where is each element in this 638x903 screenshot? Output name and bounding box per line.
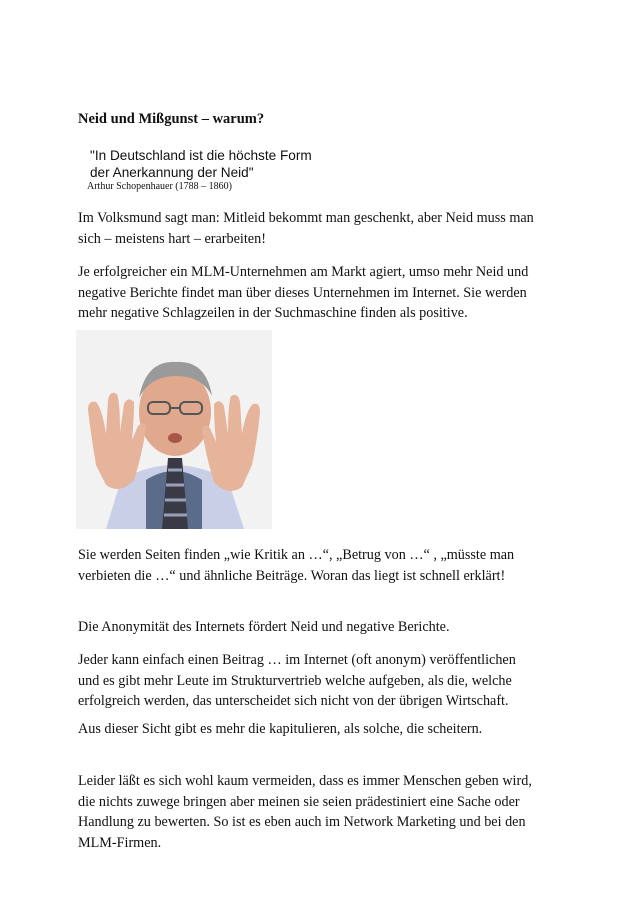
text-line: Jeder kann einfach einen Beitrag … im Internet (oft anonym) veröffentlichen — [78, 652, 516, 668]
man-raising-hands-photo — [76, 330, 272, 529]
quote-block — [90, 147, 312, 181]
quote-line: der Anerkannung der Neid" — [90, 165, 254, 180]
paragraph-7 — [78, 771, 568, 853]
text-line: und es gibt mehr Leute im Strukturvertrieb welche aufgeben, als die, welche — [78, 672, 512, 689]
paragraph-6 — [78, 719, 568, 740]
paragraph-1 — [78, 208, 568, 249]
text-line: Die Anonymität des Internets fördert Neid und negative Berichte. — [78, 619, 450, 635]
paragraph-5 — [78, 650, 568, 712]
text-line: erfolgreich werden, das unterscheidet sich nicht von der übrigen Wirtschaft. — [78, 693, 509, 709]
quote-line: "In Deutschland ist die höchste Form — [90, 148, 312, 163]
text-line: Handlung zu bewerten. So ist es eben auch im Network Marketing und bei den — [78, 814, 526, 830]
text-line: verbieten die …“ und ähnliche Beiträge. Woran das liegt ist schnell erklärt! — [78, 567, 506, 584]
man-raising-hands-icon — [76, 330, 272, 529]
text-line: Je erfolgreicher ein MLM-Unternehmen am Markt agiert, umso mehr Neid und — [78, 264, 529, 280]
paragraph-2 — [78, 262, 568, 324]
paragraph-3 — [78, 545, 568, 586]
quote-attribution: Arthur Schopenhauer (1788 – 1860) — [87, 181, 232, 192]
text-line: mehr negative Schlagzeilen in der Suchmaschine finden als positive. — [78, 305, 468, 321]
text-line: negative Berichte findet man über dieses Unternehmen im Internet. Sie werden — [78, 284, 527, 301]
page-title: Neid und Mißgunst – warum? — [78, 111, 265, 127]
text-line: sich – meistens hart – erarbeiten! — [78, 230, 266, 247]
text-line: die nichts zuwege bringen aber meinen sie seien prädestiniert eine Sache oder — [78, 793, 520, 810]
paragraph-4 — [78, 617, 568, 638]
text-line: MLM-Firmen. — [78, 834, 162, 851]
text-line: Aus dieser Sicht gibt es mehr die kapitulieren, als solche, die scheitern. — [78, 721, 483, 737]
text-line: Sie werden Seiten finden „wie Kritik an …“, „Betrug von …“ , „müsste man — [78, 547, 515, 563]
text-line: Im Volksmund sagt man: Mitleid bekommt man geschenkt, aber Neid muss man — [78, 210, 534, 226]
text-line: Leider läßt es sich wohl kaum vermeiden, dass es immer Menschen geben wird, — [78, 773, 532, 789]
